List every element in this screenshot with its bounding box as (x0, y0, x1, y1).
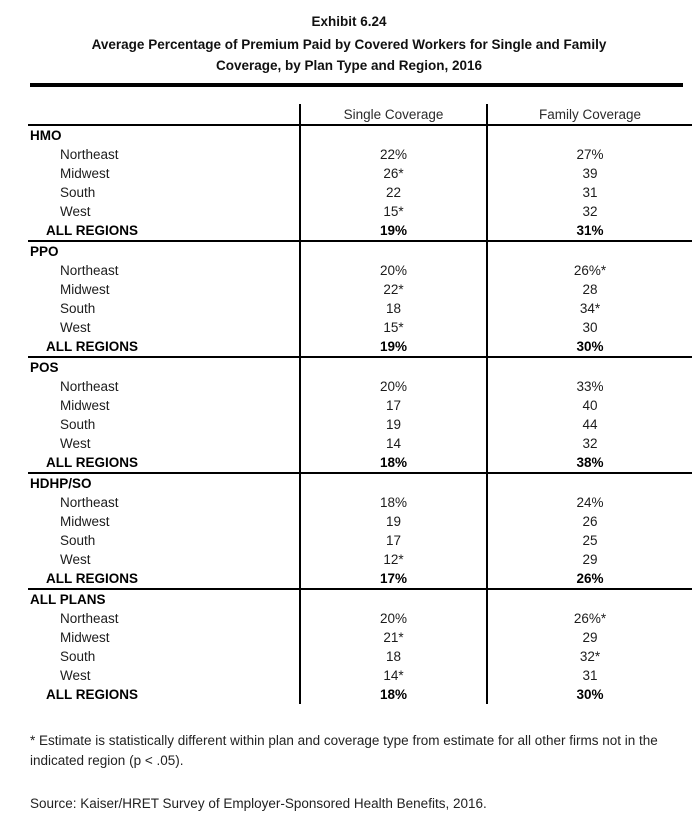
region-data-row (28, 145, 692, 164)
region-label-cell: West (60, 204, 91, 219)
region-label-cell: South (60, 533, 96, 548)
region-data-row (28, 318, 692, 337)
single-coverage-value-cell: 19% (300, 337, 487, 357)
family-coverage-value-cell: 26 (487, 512, 692, 531)
single-coverage-value-cell (300, 241, 487, 261)
family-coverage-value-cell: 24% (487, 493, 692, 512)
asterisk-footnote: * Estimate is statistically different within plan and coverage type from estimate for all other firms not in the indicated region (p < .05). (30, 733, 658, 768)
region-data-row (28, 183, 692, 202)
column-header-empty (28, 104, 300, 125)
family-coverage-value-cell (487, 473, 692, 493)
family-coverage-value-cell: 27% (487, 145, 692, 164)
region-data-row (28, 493, 692, 512)
all-regions-row (28, 685, 692, 704)
title-line-1: Average Percentage of Premium Paid by Covered Workers for Single and Family (91, 37, 607, 52)
family-coverage-value-cell (487, 125, 692, 145)
single-coverage-value-cell: 17 (300, 396, 487, 415)
family-coverage-value-cell (487, 589, 692, 609)
region-label-cell: Northeast (60, 379, 119, 394)
region-data-row (28, 531, 692, 550)
single-coverage-value-cell: 14* (300, 666, 487, 685)
single-coverage-value-cell: 22* (300, 280, 487, 299)
region-data-row (28, 415, 692, 434)
title-rule (30, 83, 683, 87)
region-data-row (28, 396, 692, 415)
single-coverage-value-cell (300, 589, 487, 609)
region-label-cell: Midwest (60, 398, 110, 413)
region-label-cell: Midwest (60, 282, 110, 297)
family-coverage-value-cell: 32 (487, 202, 692, 221)
family-coverage-value-cell: 26%* (487, 609, 692, 628)
family-coverage-value-cell: 30% (487, 685, 692, 704)
family-coverage-value-cell: 30% (487, 337, 692, 357)
region-label-cell: South (60, 417, 96, 432)
single-coverage-value-cell: 12* (300, 550, 487, 569)
column-header-single-coverage: Single Coverage (300, 104, 487, 125)
single-coverage-value-cell: 20% (300, 261, 487, 280)
region-label-cell: West (60, 320, 91, 335)
document-title (0, 34, 698, 76)
region-label-cell: HMO (28, 125, 300, 145)
family-coverage-value-cell: 31% (487, 221, 692, 241)
plan-type-row (28, 357, 692, 377)
region-label-cell: Midwest (60, 514, 110, 529)
single-coverage-value-cell: 19 (300, 415, 487, 434)
region-data-row (28, 666, 692, 685)
family-coverage-value-cell: 39 (487, 164, 692, 183)
single-coverage-value-cell: 20% (300, 377, 487, 396)
region-label-cell: ALL REGIONS (46, 687, 139, 702)
region-data-row (28, 609, 692, 628)
single-coverage-value-cell: 19 (300, 512, 487, 531)
source-note: Source: Kaiser/HRET Survey of Employer-Sponsored Health Benefits, 2016. (30, 796, 487, 811)
plan-type-row (28, 125, 692, 145)
single-coverage-value-cell: 18 (300, 299, 487, 318)
region-label-cell: ALL REGIONS (46, 339, 139, 354)
single-coverage-value-cell: 15* (300, 318, 487, 337)
region-label-cell: South (60, 185, 96, 200)
region-data-row (28, 647, 692, 666)
region-label-cell: HDHP/SO (28, 473, 300, 493)
region-label-cell: ALL REGIONS (46, 455, 139, 470)
family-coverage-value-cell: 32 (487, 434, 692, 453)
single-coverage-value-cell: 20% (300, 609, 487, 628)
single-coverage-value-cell: 18% (300, 685, 487, 704)
region-data-row (28, 164, 692, 183)
family-coverage-value-cell: 29 (487, 628, 692, 647)
region-data-row (28, 628, 692, 647)
single-coverage-value-cell: 22% (300, 145, 487, 164)
region-label-cell: South (60, 649, 96, 664)
exhibit-label: Exhibit 6.24 (311, 14, 387, 29)
plan-type-row (28, 473, 692, 493)
single-coverage-value-cell: 15* (300, 202, 487, 221)
family-coverage-value-cell: 26% (487, 569, 692, 589)
region-label-cell: West (60, 436, 91, 451)
title-line-2: Coverage, by Plan Type and Region, 2016 (215, 58, 483, 73)
all-regions-row (28, 569, 692, 589)
single-coverage-value-cell: 26* (300, 164, 487, 183)
single-coverage-value-cell: 14 (300, 434, 487, 453)
single-coverage-value-cell: 18% (300, 453, 487, 473)
family-coverage-value-cell: 29 (487, 550, 692, 569)
region-label-cell: Northeast (60, 611, 119, 626)
plan-type-row (28, 589, 692, 609)
family-coverage-value-cell (487, 357, 692, 377)
family-coverage-value-cell: 32* (487, 647, 692, 666)
region-label-cell: Northeast (60, 495, 119, 510)
single-coverage-value-cell (300, 357, 487, 377)
region-label-cell: Midwest (60, 166, 110, 181)
family-coverage-value-cell: 31 (487, 666, 692, 685)
single-coverage-value-cell: 19% (300, 221, 487, 241)
family-coverage-value-cell: 25 (487, 531, 692, 550)
family-coverage-value-cell: 38% (487, 453, 692, 473)
region-label-cell: West (60, 668, 91, 683)
table-header-row (28, 104, 692, 125)
family-coverage-value-cell: 33% (487, 377, 692, 396)
single-coverage-value-cell: 21* (300, 628, 487, 647)
region-label-cell: ALL REGIONS (46, 571, 139, 586)
family-coverage-value-cell: 34* (487, 299, 692, 318)
family-coverage-value-cell: 44 (487, 415, 692, 434)
region-label-cell: PPO (28, 241, 300, 261)
family-coverage-value-cell: 31 (487, 183, 692, 202)
region-label-cell: Northeast (60, 147, 119, 162)
column-header-family-coverage: Family Coverage (487, 104, 692, 125)
single-coverage-value-cell (300, 473, 487, 493)
single-coverage-value-cell: 17% (300, 569, 487, 589)
single-coverage-value-cell: 18 (300, 647, 487, 666)
region-label-cell: Northeast (60, 263, 119, 278)
single-coverage-value-cell (300, 125, 487, 145)
family-coverage-value-cell (487, 241, 692, 261)
family-coverage-value-cell: 28 (487, 280, 692, 299)
all-regions-row (28, 221, 692, 241)
all-regions-row (28, 337, 692, 357)
plan-type-row (28, 241, 692, 261)
region-label-cell: POS (28, 357, 300, 377)
single-coverage-value-cell: 22 (300, 183, 487, 202)
family-coverage-value-cell: 26%* (487, 261, 692, 280)
all-regions-row (28, 453, 692, 473)
family-coverage-value-cell: 40 (487, 396, 692, 415)
region-label-cell: West (60, 552, 91, 567)
region-data-row (28, 434, 692, 453)
region-data-row (28, 261, 692, 280)
region-data-row (28, 202, 692, 221)
region-label-cell: South (60, 301, 96, 316)
region-label-cell: Midwest (60, 630, 110, 645)
premium-percentage-table (28, 104, 692, 704)
region-data-row (28, 550, 692, 569)
single-coverage-value-cell: 17 (300, 531, 487, 550)
table-body (28, 125, 692, 704)
region-label-cell: ALL PLANS (28, 589, 300, 609)
single-coverage-value-cell: 18% (300, 493, 487, 512)
region-data-row (28, 299, 692, 318)
family-coverage-value-cell: 30 (487, 318, 692, 337)
region-data-row (28, 280, 692, 299)
region-data-row (28, 512, 692, 531)
region-label-cell: ALL REGIONS (46, 223, 139, 238)
region-data-row (28, 377, 692, 396)
